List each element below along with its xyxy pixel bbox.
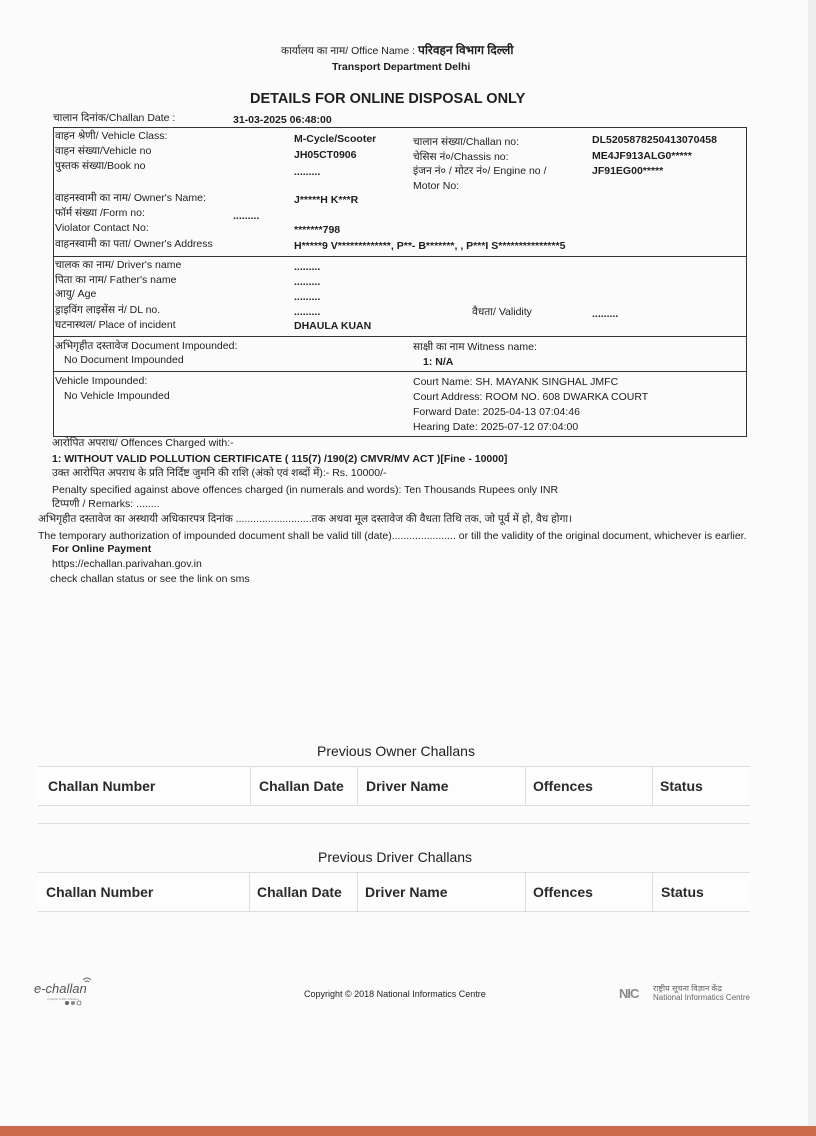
driver-name-label: चालक का नाम/ Driver's name	[55, 259, 182, 271]
copyright: Copyright © 2018 National Informatics Centre	[304, 989, 486, 999]
column-header-driver-name: Driver Name	[365, 884, 448, 900]
section-divider	[53, 336, 747, 337]
court-name: Court Name: SH. MAYANK SINGHAL JMFC	[413, 376, 619, 388]
driver-name-value: .........	[294, 261, 321, 273]
temp-authorization-hindi: अभिगृहीत दस्तावेज का अस्थायी अधिकारपत्र दिनांक ..........................तक अथवा मूल दस्तावेज की वैधता तिथि तक, जो पूर्व में हो, वैध होगा।	[38, 513, 573, 525]
chassis-value: ME4JF913ALG0*****	[592, 150, 692, 162]
page-title: DETAILS FOR ONLINE DISPOSAL ONLY	[250, 91, 526, 107]
vehicle-class-value: M-Cycle/Scooter	[294, 133, 377, 145]
document-impounded-value: No Document Impounded	[64, 354, 184, 366]
engine-value: JF91EG00*****	[592, 165, 664, 177]
book-no-value: .........	[294, 166, 321, 178]
online-payment-heading: For Online Payment	[52, 543, 152, 555]
age-value: .........	[294, 291, 321, 303]
previous-driver-challans-table	[38, 872, 750, 912]
owner-address-label: वाहनस्वामी का पता/ Owner's Address	[55, 238, 213, 250]
section-divider	[53, 256, 747, 257]
validity-label: वैधता/ Validity	[472, 306, 532, 318]
hearing-date: Hearing Date: 2025-07-12 07:04:00	[413, 421, 579, 433]
challan-no-value: DL5205878250413070458	[592, 134, 717, 146]
previous-owner-challans-title: Previous Owner Challans	[317, 743, 475, 759]
fine-amount-hindi: उक्त आरोपित अपराध के प्रति निर्दिष्ट जुमनि की राशि (अंको एवं शब्दों में):- Rs. 10000/-	[52, 467, 387, 479]
dl-no-value: .........	[294, 306, 321, 318]
column-header-driver-name: Driver Name	[366, 778, 449, 794]
place-of-incident-value: DHAULA KUAN	[294, 320, 372, 332]
challan-no-label: चालान संख्या/Challan no:	[413, 136, 520, 148]
challan-date-value: 31-03-2025 06:48:00	[233, 114, 332, 126]
father-name-value: .........	[294, 276, 321, 288]
owner-address-value: H*****9 V*************, P**- B*******, , P***I S***************5	[294, 240, 566, 252]
father-name-label: पिता का नाम/ Father's name	[55, 274, 177, 286]
column-header-status: Status	[660, 778, 703, 794]
violator-contact-value: *******798	[294, 224, 341, 236]
previous-driver-challans-title: Previous Driver Challans	[318, 849, 473, 865]
form-no-value: .........	[233, 210, 260, 222]
remarks: टिप्पणी / Remarks: ........	[52, 498, 160, 510]
court-address: Court Address: ROOM NO. 608 DWARKA COURT	[413, 391, 649, 403]
vehicle-no-value: JH05CT0906	[294, 149, 357, 161]
wifi-icon	[82, 976, 92, 984]
column-header-challan-number: Challan Number	[46, 884, 154, 900]
section-divider	[53, 371, 747, 372]
place-of-incident-label: घटनास्थल/ Place of incident	[55, 319, 176, 331]
forward-date: Forward Date: 2025-04-13 07:04:46	[413, 406, 580, 418]
engine-label: इंजन नं० / मोटर नं०/ Engine no /	[413, 165, 547, 177]
payment-note: check challan status or see the link on sms	[50, 573, 250, 585]
previous-owner-challans-table	[38, 766, 750, 806]
office-name-line: कार्यालय का नाम/ Office Name : परिवहन विभाग दिल्ली	[281, 43, 514, 57]
motor-no-label: Motor No:	[413, 180, 460, 192]
vehicle-no-label: वाहन संख्या/Vehicle no	[55, 145, 152, 157]
table-divider	[38, 823, 750, 824]
vehicle-class-label: वाहन श्रेणी/ Vehicle Class:	[55, 130, 168, 142]
form-no-label: फॉर्म संख्या /Form no:	[55, 207, 145, 219]
owner-name-label: वाहनस्वामी का नाम/ Owner's Name:	[55, 192, 206, 204]
bottom-edge	[0, 1126, 816, 1136]
column-header-challan-number: Challan Number	[48, 778, 156, 794]
witness-name-label: साक्षी का नाम Witness name:	[413, 341, 537, 353]
payment-link[interactable]: https://echallan.parivahan.gov.in	[52, 558, 202, 570]
book-no-label: पुस्तक संख्या/Book no	[55, 160, 146, 172]
dl-no-label: ड्राइविंग लाइसेंस नं/ DL no.	[55, 304, 161, 316]
vehicle-impounded-value: No Vehicle Impounded	[64, 390, 170, 402]
witness-name-value: 1: N/A	[423, 356, 454, 368]
column-header-offences: Offences	[533, 884, 593, 900]
dots-icon	[64, 1000, 94, 1006]
office-name: परिवहन विभाग दिल्ली	[418, 43, 514, 57]
column-header-status: Status	[661, 884, 704, 900]
nic-logo: NIC राष्ट्रीय सूचना विज्ञान केंद्र National Informatics Centre	[619, 984, 750, 1002]
offence-item: 1: WITHOUT VALID POLLUTION CERTIFICATE ( 115(7) /190(2) CMVR/MV ACT )[Fine - 10000]	[52, 453, 508, 465]
document-impounded-label: अभिगृहीत दस्तावेज Document Impounded:	[55, 340, 238, 352]
vehicle-impounded-label: Vehicle Impounded:	[55, 375, 148, 387]
department-name: Transport Department Delhi	[332, 61, 471, 73]
temp-authorization-english: The temporary authorization of impounded document shall be valid till (date)...................... or till the validity of the original document, whichever is earlier.	[38, 530, 747, 542]
offences-label: आरोपित अपराध/ Offences Charged with:-	[52, 437, 234, 449]
column-header-challan-date: Challan Date	[257, 884, 342, 900]
challan-date-label: चालान दिनांक/Challan Date :	[53, 112, 176, 124]
violator-contact-label: Violator Contact No:	[55, 222, 149, 234]
echallan-logo: e-challan A Digital Traffic Solution	[34, 976, 104, 1010]
chassis-label: चेसिस नं०/Chassis no:	[413, 151, 509, 163]
column-header-challan-date: Challan Date	[259, 778, 344, 794]
age-label: आयु/ Age	[55, 288, 97, 300]
owner-name-value: J*****H K***R	[294, 194, 359, 206]
column-header-offences: Offences	[533, 778, 593, 794]
validity-value: .........	[592, 308, 619, 320]
penalty-english: Penalty specified against above offences charged (in numerals and words): Ten Thousands Rupees only INR	[52, 484, 559, 496]
